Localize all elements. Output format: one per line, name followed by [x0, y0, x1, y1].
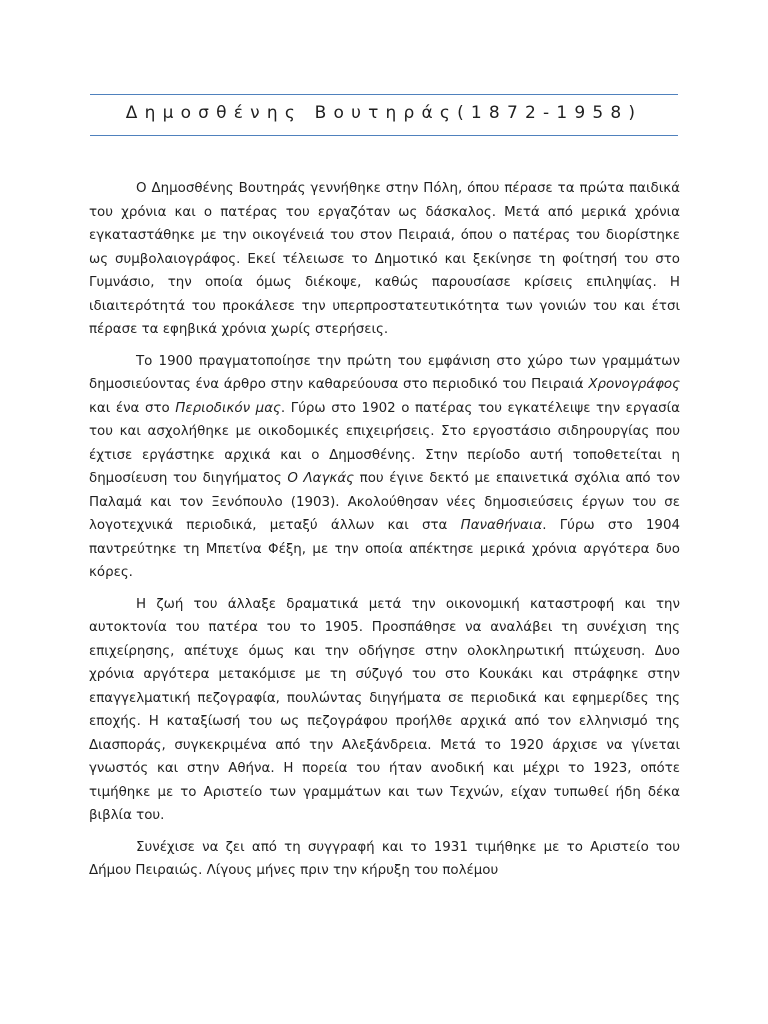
italic-title: Περιοδικόν μας: [175, 400, 281, 416]
paragraph: [89, 593, 680, 828]
paragraph: [89, 177, 680, 342]
paragraph-text: και ένα στο: [89, 400, 176, 416]
paragraph-text: Το 1900 πραγματοποίησε την πρώτη του εμφάνιση στο χώρο των γραμμάτων δημοσιεύοντας ένα άρθρο στην καθαρεύουσα στο περιοδικό του Πειραιά: [89, 353, 680, 392]
italic-title: Ο Λαγκάς: [287, 471, 355, 486]
title-block: [90, 94, 678, 136]
paragraph-text: που έγινε δεκτό με επαινετικά σχόλια από τον Παλαμά και τον Ξενόπουλο (1903). Ακολούθησαν νέες δημοσιεύσεις έργων του σε λογοτεχνικά περιοδικά, μεταξύ άλλων και στα: [89, 471, 680, 533]
page-title: Δημοσθένης Βουτηράς(1872-1958): [125, 103, 643, 123]
paragraph-text: . Γύρω στο 1902 ο πατέρας του εγκατέλειψε την εργασία του και ασχολήθηκε με οικοδομικές επιχειρήσεις. Στο εργοστάσιο σιδηρουργίας που έχτισε εργάστηκε αρχικά και ο Δημοσθένης. Στην περίοδο αυτή τοποθετείται η δημοσίευση του διηγήματος: [89, 400, 680, 486]
paragraph: [89, 350, 680, 585]
paragraph: [89, 836, 680, 883]
paragraph-text: Η ζωή του άλλαξε δραματικά μετά την οικονομική καταστροφή και την αυτοκτονία του πατέρα του το 1905. Προσπάθησε να αναλάβει τη συνέχιση της επιχείρησης, απέτυχε όμως και την οδήγησε στην ολοκληρωτική πτώχευση. Δυο χρόνια αργότερα μετακόμισε με τη σύζυγό του στο Κουκάκι και στράφηκε στην επαγγελματική πεζογραφία, πουλώντας διηγήματα σε περιοδικά και εφημερίδες της εποχής. Η καταξίωσή του ως πεζογράφου προήλθε αρχικά από τον ελληνισμό της Διασποράς, συγκεκριμένα από την Αλεξάνδρεια. Μετά το 1920 άρχισε να γίνεται γνωστός και στην Αθήνα. Η πορεία του ήταν ανοδική και μέχρι το 1923, οπότε τιμήθηκε με το Αριστείο των γραμμάτων και των Τεχνών, είχαν τυπωθεί ήδη δέκα βιβλία του.: [89, 596, 680, 823]
paragraph-text: Συνέχισε να ζει από τη συγγραφή και το 1931 τιμήθηκε με το Αριστείο του Δήμου Πειραιώς. Λίγους μήνες πριν την κήρυξη του πολέμου: [89, 839, 680, 878]
italic-title: Παναθήναια: [460, 518, 543, 533]
document-body: [89, 177, 680, 891]
italic-title: Χρονογράφος: [588, 377, 680, 392]
paragraph-text: Ο Δημοσθένης Βουτηράς γεννήθηκε στην Πόλη, όπου πέρασε τα πρώτα παιδικά του χρόνια και ο πατέρας του εργαζόταν ως δάσκαλος. Μετά από μερικά χρόνια εγκαταστάθηκε με την οικογένειά του στον Πειραιά, όπου ο πατέρας του διορίστηκε ως συμβολαιογράφος. Εκεί τέλειωσε το Δημοτικό και ξεκίνησε τη φοίτησή του στο Γυμνάσιο, την οποία όμως διέκοψε, καθώς παρουσίασε κρίσεις επιληψίας. Η ιδιαιτερότητά του προκάλεσε την υπερπροστατευτικότητα των γονιών του και έτσι πέρασε τα εφηβικά χρόνια χωρίς στερήσεις.: [89, 181, 680, 337]
paragraph-text: . Γύρω στο 1904 παντρεύτηκε τη Μπετίνα Φέξη, με την οποία απέκτησε μερικά χρόνια αργότερα δυο κόρες.: [89, 518, 680, 580]
